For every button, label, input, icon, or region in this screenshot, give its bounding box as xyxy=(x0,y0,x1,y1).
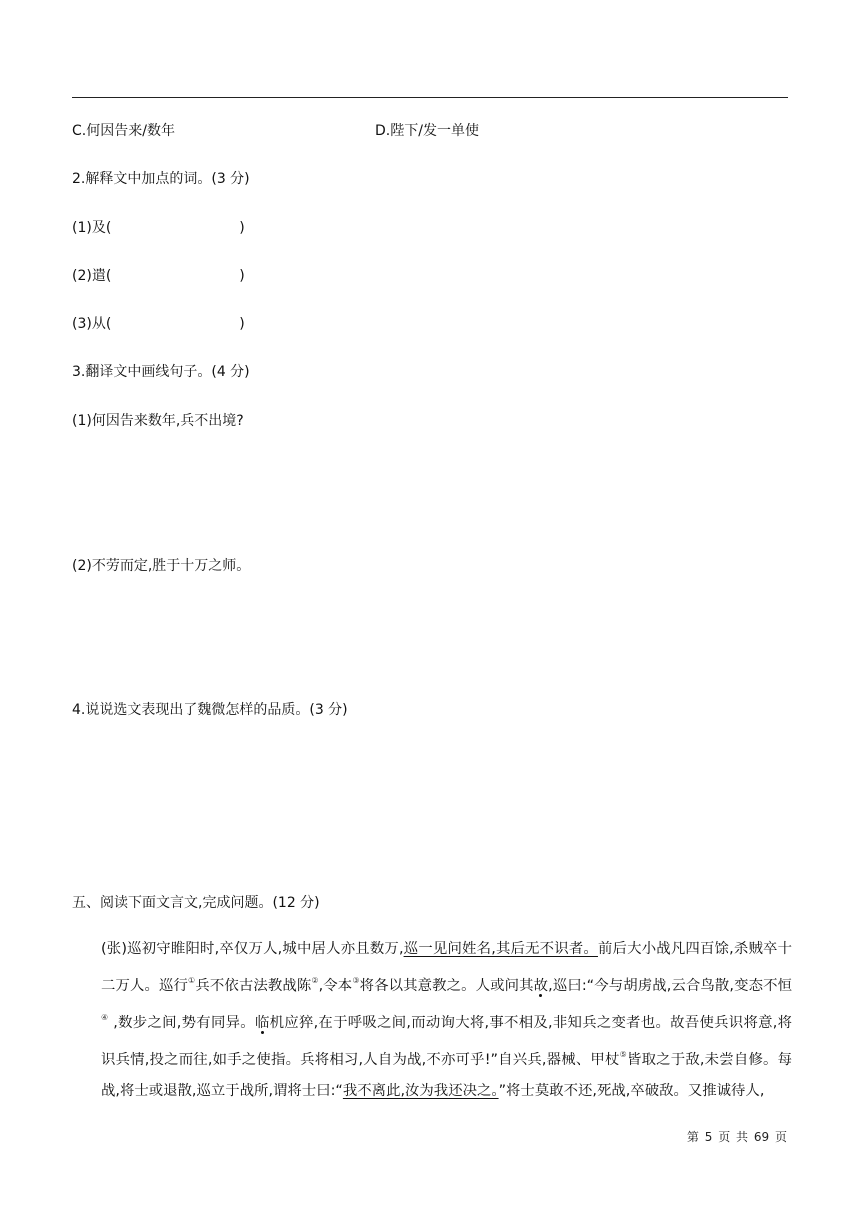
dotted-word-gu: 故 xyxy=(533,978,549,994)
option-c: C.何因告来/数年 xyxy=(72,123,175,139)
question-2-title: 2.解释文中加点的词。(3 分) xyxy=(72,171,250,187)
question-2-item-1: (1)及( ) xyxy=(72,220,245,236)
question-3-sentence-2: (2)不劳而定,胜于十万之师。 xyxy=(72,558,251,574)
section-5-title: 五、阅读下面文言文,完成问题。(12 分) xyxy=(72,895,320,911)
header-rule xyxy=(72,97,788,98)
question-2-item-2: (2)遣( ) xyxy=(72,268,245,284)
underlined-sentence-2: 我不离此,汝为我还决之。 xyxy=(342,1083,499,1099)
question-2-item-3: (3)从( ) xyxy=(72,316,245,332)
option-d: D.陛下/发一单使 xyxy=(375,123,479,139)
question-4-title: 4.说说选文表现出了魏微怎样的品质。(3 分) xyxy=(72,702,348,718)
question-3-title: 3.翻译文中画线句子。(4 分) xyxy=(72,364,250,380)
passage: (张)巡初守睢阳时,卒仅万人,城中居人亦且数万,巡一见问姓名,其后无不识者。前后大小战凡四百馀,杀贼卒十二万人。巡行①兵不依古法教战陈②,令本③将各以其意教之。人或问其故,巡曰:“今与胡虏战,云合鸟散,变态不恒④ ,数步之间,势有同异。临机应猝,在于呼吸之间,而动询大将,事不相及,非知兵之变者也。故吾使兵识将意,将识兵情,投之而往,如手之使指。兵将相习,人自为战,不亦可乎!”自兴兵,器械、甲杖⑤皆取之于敌,未尝自修。每战,将士或退散,巡立于战所,谓将士曰:“我不离此,汝为我还决之。”将士莫敢不还,死战,卒破敌。又推诚待人, xyxy=(101,941,793,1099)
question-3-sentence-1: (1)何因告来数年,兵不出境? xyxy=(72,413,244,429)
page-footer: 第 5 页 共 69 页 xyxy=(686,1130,787,1144)
dotted-word-lin: 临 xyxy=(254,1015,270,1031)
underlined-sentence-1: 巡一见问姓名,其后无不识者。 xyxy=(403,941,598,957)
